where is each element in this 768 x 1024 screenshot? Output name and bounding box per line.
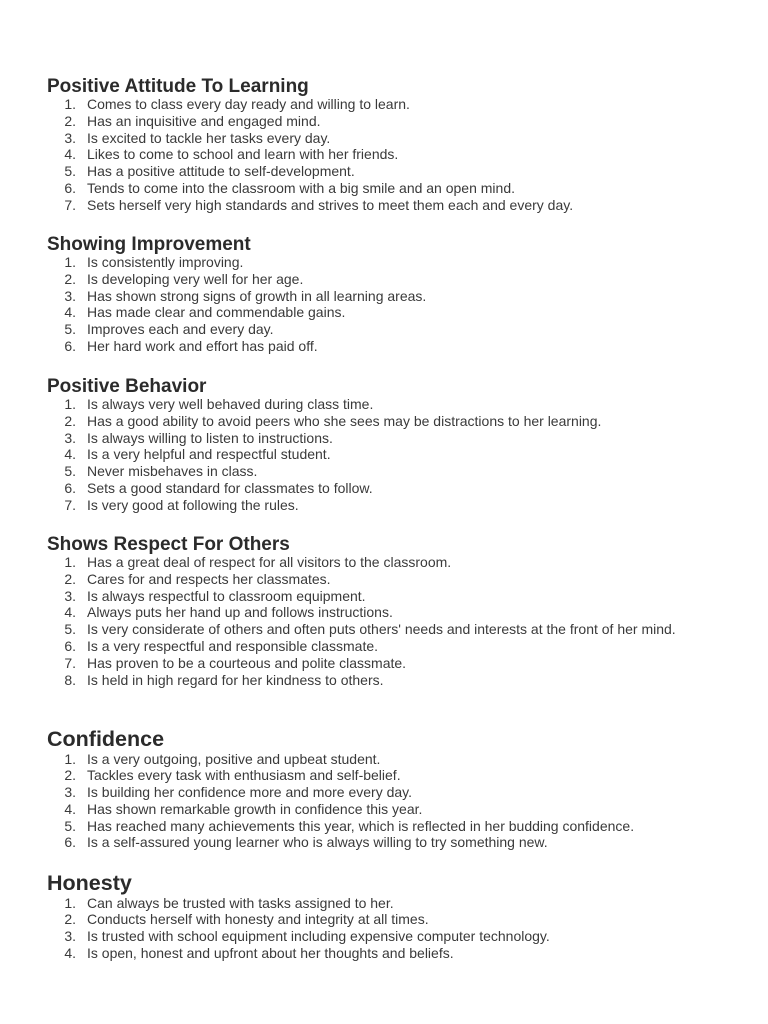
item-number: 4. [64,944,76,961]
item-text: Is developing very well for her age. [87,270,304,287]
item-number: 3. [64,429,76,446]
list-item [47,621,727,638]
item-text: Is always respectful to classroom equipment. [87,587,366,604]
item-list [47,254,727,355]
item-text: Always puts her hand up and follows instructions. [87,604,393,621]
item-text: Is a very helpful and respectful student. [87,446,331,463]
item-number: 6. [64,337,76,354]
item-number: 5. [64,463,76,480]
list-item [47,751,727,768]
list-item [47,130,727,147]
item-text: Has a positive attitude to self-development. [87,163,355,180]
item-number: 2. [64,570,76,587]
list-item [47,818,727,835]
list-item [47,413,727,430]
list-item [47,321,727,338]
item-number: 3. [64,928,76,945]
item-number: 1. [64,554,76,570]
item-number: 2. [64,270,76,287]
item-number: 5. [64,321,76,338]
list-item [47,446,727,463]
item-text: Sets herself very high standards and strives to meet them each and every day. [87,196,574,213]
item-text: Likes to come to school and learn with her friends. [87,146,399,163]
list-item [47,430,727,447]
list-item [47,197,727,214]
item-text: Has reached many achievements this year, which is reflected in her budding confidence. [87,817,635,834]
item-number: 6. [64,834,76,851]
item-number: 5. [64,163,76,180]
item-text: Her hard work and effort has paid off. [87,337,318,354]
item-text: Comes to class every day ready and willing to learn. [87,96,410,112]
item-text: Has proven to be a courteous and polite classmate. [87,654,407,671]
section-positive-behavior [47,377,727,514]
section-heading: Shows Respect For Others [47,534,290,555]
item-text: Has an inquisitive and engaged mind. [87,112,321,129]
item-number: 2. [64,412,76,429]
list-item [47,655,727,672]
item-number: 6. [64,179,76,196]
item-number: 2. [64,911,76,928]
list-item [47,254,727,271]
list-item [47,146,727,163]
section-honesty [47,873,727,962]
list-item [47,604,727,621]
item-number: 1. [64,254,76,270]
item-number: 3. [64,287,76,304]
item-number: 7. [64,654,76,671]
item-text: Conducts herself with honesty and integrity at all times. [87,911,429,928]
list-item [47,638,727,655]
item-text: Has a good ability to avoid peers who she sees may be distractions to her learning. [87,412,602,429]
list-item [47,96,727,113]
item-text: Has shown strong signs of growth in all learning areas. [87,287,427,304]
item-text: Is trusted with school equipment including expensive computer technology. [87,928,550,945]
item-number: 1. [64,396,76,412]
item-text: Cares for and respects her classmates. [87,570,331,587]
item-text: Is excited to tackle her tasks every day. [87,129,331,146]
item-number: 5. [64,621,76,638]
section-heading: Positive Attitude To Learning [47,76,309,97]
item-number: 4. [64,446,76,463]
list-item [47,784,727,801]
item-number: 7. [64,496,76,513]
item-text: Is open, honest and upfront about her thoughts and beliefs. [87,944,454,961]
list-item [47,288,727,305]
item-number: 6. [64,637,76,654]
list-item [47,672,727,689]
item-text: Never misbehaves in class. [87,463,258,480]
section-heading: Confidence [47,727,165,751]
item-list [47,895,727,962]
item-text: Tackles every task with enthusiasm and self-belief. [87,767,401,784]
list-item [47,480,727,497]
item-text: Is very considerate of others and often puts others' needs and interests at the front of her mind. [87,621,676,638]
item-number: 3. [64,784,76,801]
item-number: 6. [64,479,76,496]
list-item [47,571,727,588]
item-text: Is a very outgoing, positive and upbeat student. [87,750,381,767]
item-number: 7. [64,196,76,213]
item-list [47,96,727,214]
item-text: Is consistently improving. [87,254,244,270]
item-text: Has a great deal of respect for all visitors to the classroom. [87,554,452,570]
list-item [47,945,727,962]
item-text: Improves each and every day. [87,321,274,338]
item-text: Is a self-assured young learner who is always willing to try something new. [87,834,548,851]
item-text: Is very good at following the rules. [87,496,299,513]
list-item [47,338,727,355]
list-item [47,911,727,928]
list-item [47,497,727,514]
item-text: Has made clear and commendable gains. [87,304,346,321]
section-shows-respect [47,535,727,688]
list-item [47,396,727,413]
item-number: 4. [64,304,76,321]
item-number: 2. [64,767,76,784]
list-item [47,554,727,571]
section-positive-attitude [47,77,727,214]
section-confidence [47,729,727,851]
item-number: 8. [64,671,76,688]
list-item [47,304,727,321]
item-text: Is always willing to listen to instructions. [87,429,333,446]
list-item [47,834,727,851]
list-item [47,271,727,288]
list-item [47,801,727,818]
item-list [47,751,727,852]
item-number: 4. [64,800,76,817]
section-heading: Honesty [47,871,132,895]
item-number: 4. [64,604,76,621]
item-text: Is always very well behaved during class time. [87,396,374,412]
item-text: Can always be trusted with tasks assigned to her. [87,894,394,911]
item-text: Sets a good standard for classmates to follow. [87,479,373,496]
item-number: 1. [64,750,76,767]
item-number: 5. [64,817,76,834]
item-number: 1. [64,894,76,911]
list-item [47,163,727,180]
item-number: 1. [64,96,76,112]
item-list [47,396,727,514]
item-text: Has shown remarkable growth in confidence this year. [87,800,423,817]
item-list [47,554,727,688]
list-item [47,928,727,945]
list-item [47,180,727,197]
item-text: Is building her confidence more and more every day. [87,784,413,801]
section-heading: Positive Behavior [47,376,207,397]
item-number: 3. [64,129,76,146]
item-number: 3. [64,587,76,604]
item-text: Is a very respectful and responsible classmate. [87,637,379,654]
list-item [47,895,727,912]
item-text: Tends to come into the classroom with a big smile and an open mind. [87,179,516,196]
list-item [47,588,727,605]
item-number: 2. [64,112,76,129]
list-item [47,463,727,480]
section-heading: Showing Improvement [47,234,251,255]
item-text: Is held in high regard for her kindness to others. [87,671,384,688]
list-item [47,113,727,130]
item-number: 4. [64,146,76,163]
list-item [47,767,727,784]
section-showing-improvement [47,235,727,355]
